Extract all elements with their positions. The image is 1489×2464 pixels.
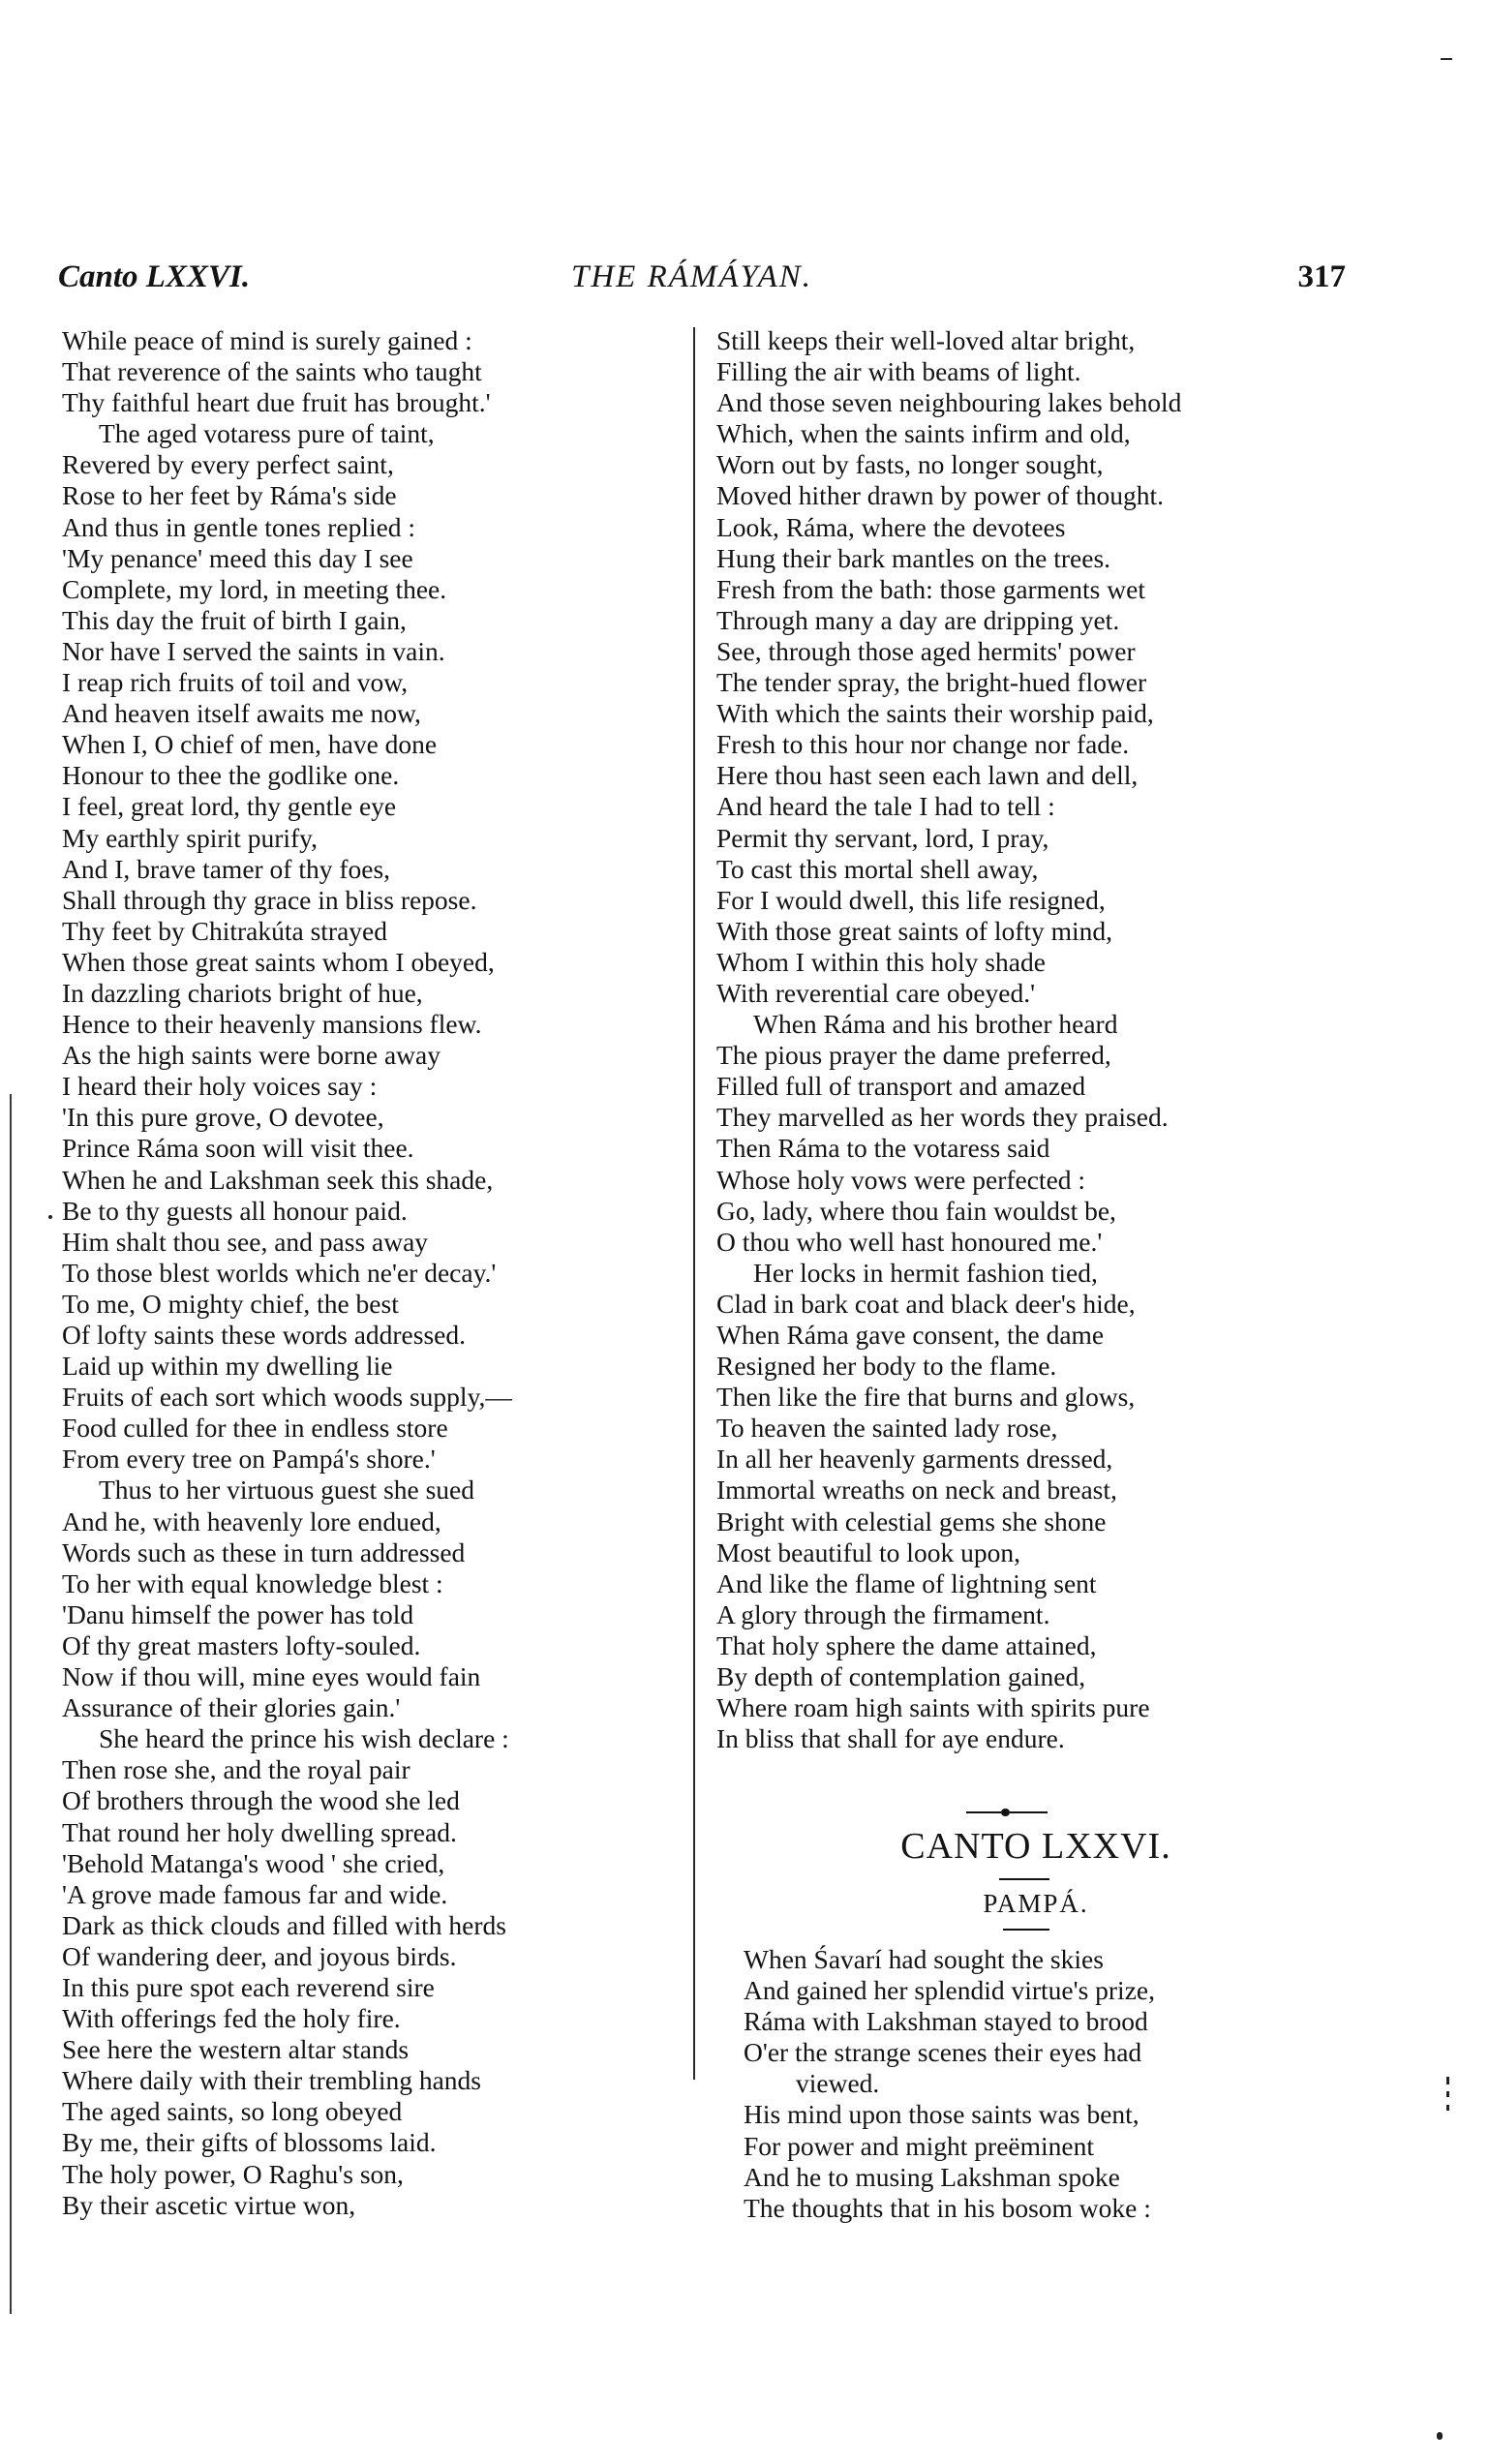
verse-line: Filling the air with beams of light.: [716, 356, 1081, 387]
verse-line: To cast this mortal shell away,: [716, 853, 1039, 884]
verse-line: Which, when the saints infirm and old,: [716, 418, 1131, 449]
subtitle-rule-top: [999, 1878, 1049, 1880]
verse-line: Worn out by fasts, no longer sought,: [716, 449, 1104, 480]
verse-line: Where roam high saints with spirits pure: [716, 1692, 1150, 1723]
verse-line: To heaven the sainted lady rose,: [716, 1413, 1058, 1444]
verse-line: Food culled for thee in endless store: [62, 1413, 448, 1444]
section-ornament: [966, 1809, 1048, 1816]
canto-opening-verses: [744, 1944, 1155, 2224]
verse-line: By me, their gifts of blossoms laid.: [62, 2127, 437, 2158]
verse-line: I feel, great lord, thy gentle eye: [62, 791, 397, 822]
verse-line: And heard the tale I had to tell :: [716, 791, 1055, 822]
verse-line: This day the fruit of birth I gain,: [62, 604, 407, 635]
verse-line: By depth of contemplation gained,: [716, 1661, 1086, 1692]
verse-line: Assurance of their glories gain.': [62, 1692, 401, 1723]
verse-line: 'My penance' meed this day I see: [62, 542, 413, 573]
verse-line: Fruits of each sort which woods supply,—: [62, 1382, 512, 1413]
right-column-verses: [716, 325, 1355, 1754]
verse-line: Whom I within this holy shade: [716, 946, 1046, 977]
verse-line: 'Danu himself the power has told: [62, 1598, 414, 1629]
verse-line: Thy feet by Chitrakúta strayed: [62, 915, 388, 946]
verse-line: Most beautiful to look upon,: [716, 1536, 1020, 1567]
verse-line: They marvelled as her words they praised.: [716, 1102, 1169, 1133]
verse-line: Where daily with their trembling hands: [62, 2065, 482, 2096]
verse-line: That reverence of the saints who taught: [62, 356, 482, 387]
canto-heading: CANTO LXXVI.: [900, 1826, 1171, 1867]
verse-line: Words such as these in turn addressed: [62, 1536, 466, 1567]
verse-line: Then like the fire that burns and glows,: [716, 1382, 1136, 1413]
running-header: [58, 259, 1346, 302]
verse-line: 'Behold Matanga's wood ' she cried,: [62, 1847, 445, 1878]
verse-line: And like the flame of lightning sent: [716, 1567, 1097, 1598]
verse-line: His mind upon those saints was bent,: [744, 2099, 1140, 2130]
subtitle-rule-bottom: [1003, 1929, 1049, 1931]
verse-line: The thoughts that in his bosom woke :: [744, 2192, 1151, 2223]
verse-line: The holy power, O Raghu's son,: [62, 2158, 404, 2189]
scan-mark-right-3: [1446, 2105, 1449, 2111]
verse-line: Through many a day are dripping yet.: [716, 604, 1120, 635]
verse-line: Fresh from the bath: those garments wet: [716, 573, 1145, 604]
verse-line: Prince Ráma soon will visit thee.: [62, 1133, 414, 1164]
verse-line: A glory through the firmament.: [716, 1598, 1050, 1629]
verse-line: Now if thou will, mine eyes would fain: [62, 1661, 481, 1692]
verse-line: Permit thy servant, lord, I pray,: [716, 822, 1049, 853]
verse-line: Here thou hast seen each lawn and dell,: [716, 760, 1139, 791]
verse-line: From every tree on Pampá's shore.': [62, 1444, 436, 1475]
verse-line: Of thy great masters lofty-souled.: [62, 1629, 421, 1660]
page-number: 317: [1297, 259, 1346, 294]
verse-line: Ráma with Lakshman stayed to brood: [744, 2006, 1148, 2037]
column-divider: [693, 327, 695, 2080]
verse-line: While peace of mind is surely gained :: [62, 325, 472, 355]
verse-line: I reap rich fruits of toil and vow,: [62, 667, 409, 698]
verse-line: In bliss that shall for aye endure.: [716, 1723, 1065, 1754]
verse-line: Revered by every perfect saint,: [62, 449, 394, 480]
verse-line: The aged votaress pure of taint,: [99, 418, 435, 449]
verse-line: In dazzling chariots bright of hue,: [62, 977, 423, 1008]
verse-line: When Śavarí had sought the skies: [744, 1944, 1104, 1974]
verse-line: Whose holy vows were perfected :: [716, 1164, 1086, 1195]
verse-line: Of wandering deer, and joyous birds.: [62, 1940, 457, 1971]
left-column-verses: [62, 325, 682, 2221]
verse-line: The tender spray, the bright-hued flower: [716, 667, 1147, 698]
header-canto-label: Canto LXXVI.: [58, 259, 251, 294]
verse-line: The aged saints, so long obeyed: [62, 2096, 403, 2127]
verse-line: Thy faithful heart due fruit has brought.': [62, 387, 491, 418]
verse-line: With which the saints their worship paid,: [716, 698, 1154, 729]
verse-line: viewed.: [796, 2068, 880, 2099]
verse-line: She heard the prince his wish declare :: [99, 1723, 509, 1754]
verse-line: By their ascetic virtue won,: [62, 2189, 356, 2220]
verse-line: And heaven itself awaits me now,: [62, 698, 421, 729]
verse-line: Nor have I served the saints in vain.: [62, 635, 445, 666]
verse-line: Her locks in hermit fashion tied,: [753, 1257, 1098, 1288]
verse-line: Him shalt thou see, and pass away: [62, 1226, 429, 1257]
verse-line: In all her heavenly garments dressed,: [716, 1444, 1113, 1475]
verse-line: When Ráma and his brother heard: [753, 1009, 1118, 1040]
scan-mark-right-1: [1446, 2077, 1449, 2084]
verse-line: With reverential care obeyed.': [716, 977, 1036, 1008]
verse-line: Bright with celestial gems she shone: [716, 1506, 1107, 1536]
verse-line: And he to musing Lakshman spoke: [744, 2161, 1120, 2192]
scan-mark-top-right: [1441, 58, 1452, 60]
verse-line: O thou who well hast honoured me.': [716, 1226, 1103, 1257]
verse-line: See here the western altar stands: [62, 2034, 410, 2065]
scan-mark-bottom-right: [1437, 2432, 1443, 2440]
verse-line: Look, Ráma, where the devotees: [716, 511, 1066, 542]
verse-line: Of lofty saints these words addressed.: [62, 1320, 466, 1350]
verse-line: Still keeps their well-loved altar bright,: [716, 325, 1136, 355]
verse-line: And I, brave tamer of thy foes,: [62, 853, 391, 884]
verse-line: The pious prayer the dame preferred,: [716, 1040, 1111, 1071]
verse-line: To me, O mighty chief, the best: [62, 1288, 399, 1319]
verse-line: When those great saints whom I obeyed,: [62, 946, 495, 977]
verse-line: As the high saints were borne away: [62, 1040, 441, 1071]
verse-line: Go, lady, where thou fain wouldst be,: [716, 1195, 1116, 1226]
verse-line: I heard their holy voices say :: [62, 1071, 378, 1102]
verse-line: Honour to thee the godlike one.: [62, 760, 400, 791]
verse-line: Rose to her feet by Ráma's side: [62, 480, 397, 511]
verse-line: And those seven neighbouring lakes behold: [716, 387, 1182, 418]
verse-line: 'A grove made famous far and wide.: [62, 1878, 448, 1909]
verse-line: Moved hither drawn by power of thought.: [716, 480, 1165, 511]
canto-subtitle: PAMPÁ.: [983, 1889, 1089, 1918]
verse-line: With offerings fed the holy fire.: [62, 2003, 401, 2034]
verse-line: Dark as thick clouds and filled with herds: [62, 1909, 506, 1940]
verse-line: Fresh to this hour nor change nor fade.: [716, 729, 1130, 760]
verse-line: To her with equal knowledge blest :: [62, 1567, 443, 1598]
verse-line: Then Ráma to the votaress said: [716, 1133, 1050, 1164]
verse-line: Thus to her virtuous guest she sued: [99, 1475, 475, 1506]
verse-line: And gained her splendid virtue's prize,: [744, 1975, 1155, 2006]
verse-line: That round her holy dwelling spread.: [62, 1816, 457, 1847]
verse-line: For power and might preëminent: [744, 2130, 1094, 2161]
verse-line: Then rose she, and the royal pair: [62, 1754, 410, 1785]
verse-line: That holy sphere the dame attained,: [716, 1629, 1097, 1660]
verse-line: O'er the strange scenes their eyes had: [744, 2037, 1142, 2068]
verse-line: With those great saints of lofty mind,: [716, 915, 1113, 946]
verse-line: And thus in gentle tones replied :: [62, 511, 416, 542]
verse-line: To those blest worlds which ne'er decay.': [62, 1257, 497, 1288]
verse-line: Resigned her body to the flame.: [716, 1351, 1057, 1382]
verse-line: See, through those aged hermits' power: [716, 635, 1136, 666]
verse-line: Shall through thy grace in bliss repose.: [62, 884, 477, 915]
verse-line: Complete, my lord, in meeting thee.: [62, 573, 447, 604]
verse-line: In this pure spot each reverend sire: [62, 1971, 435, 2002]
scan-mark-left-bullet: [48, 1215, 52, 1219]
verse-line: 'In this pure grove, O devotee,: [62, 1102, 384, 1133]
scan-mark-right-2: [1446, 2091, 1449, 2097]
verse-line: Be to thy guests all honour paid.: [62, 1195, 408, 1226]
verse-line: And he, with heavenly lore endued,: [62, 1506, 441, 1536]
verse-line: My earthly spirit purify,: [62, 822, 319, 853]
verse-line: Immortal wreaths on neck and breast,: [716, 1475, 1117, 1506]
verse-line: When I, O chief of men, have done: [62, 729, 438, 760]
scan-edge-line: [10, 1094, 12, 2314]
verse-line: Of brothers through the wood she led: [62, 1785, 460, 1816]
verse-line: When Ráma gave consent, the dame: [716, 1320, 1105, 1350]
verse-line: Clad in bark coat and black deer's hide,: [716, 1288, 1136, 1319]
verse-line: Hung their bark mantles on the trees.: [716, 542, 1111, 573]
verse-line: For I would dwell, this life resigned,: [716, 884, 1106, 915]
verse-line: Laid up within my dwelling lie: [62, 1351, 393, 1382]
verse-line: Hence to their heavenly mansions flew.: [62, 1009, 482, 1040]
verse-line: Filled full of transport and amazed: [716, 1071, 1086, 1102]
header-book-title: THE RÁMÁYAN.: [571, 259, 813, 294]
verse-line: When he and Lakshman seek this shade,: [62, 1164, 494, 1195]
